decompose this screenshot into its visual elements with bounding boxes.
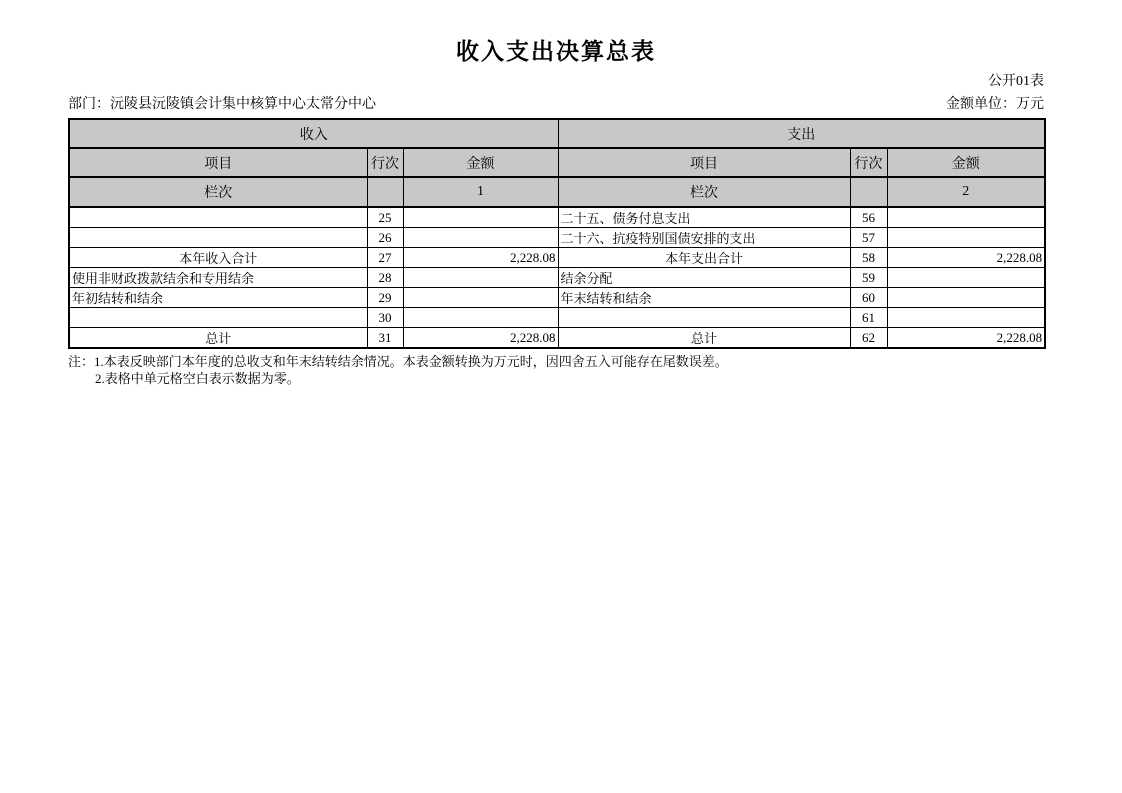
income-amount-cell <box>403 288 558 308</box>
summary-table <box>68 118 1046 349</box>
expense-line-cell: 59 <box>850 268 887 288</box>
income-index-label: 栏次 <box>69 177 367 207</box>
expense-line-cell: 61 <box>850 308 887 328</box>
income-section-header: 收入 <box>69 119 558 148</box>
table-row <box>69 328 1045 349</box>
table-row <box>69 288 1045 308</box>
income-line-cell: 28 <box>367 268 403 288</box>
meta-line <box>68 96 1044 114</box>
table-row <box>69 268 1045 288</box>
income-amount-cell: 2,228.08 <box>403 328 558 349</box>
footnotes <box>68 353 1044 387</box>
table-row <box>69 228 1045 248</box>
expense-item-cell: 本年支出合计 <box>558 248 850 268</box>
table-row <box>69 308 1045 328</box>
income-amount-index: 1 <box>403 177 558 207</box>
expense-item-cell: 二十六、抗疫特别国债安排的支出 <box>558 228 850 248</box>
expense-line-index <box>850 177 887 207</box>
expense-amount-cell <box>887 288 1045 308</box>
income-item-cell: 年初结转和结余 <box>69 288 367 308</box>
expense-amount-index: 2 <box>887 177 1045 207</box>
income-line-cell: 27 <box>367 248 403 268</box>
income-amount-header: 金额 <box>403 148 558 177</box>
expense-amount-cell <box>887 308 1045 328</box>
income-line-cell: 31 <box>367 328 403 349</box>
unit-label: 金额单位：万元 <box>946 97 1044 112</box>
section-header-row <box>69 119 1045 148</box>
expense-amount-cell <box>887 268 1045 288</box>
income-amount-cell <box>403 228 558 248</box>
expense-line-header: 行次 <box>850 148 887 177</box>
income-amount-cell <box>403 308 558 328</box>
report-sheet <box>68 38 1044 387</box>
expense-item-header: 项目 <box>558 148 850 177</box>
income-line-cell: 29 <box>367 288 403 308</box>
expense-amount-cell <box>887 207 1045 228</box>
expense-line-cell: 58 <box>850 248 887 268</box>
income-line-cell: 25 <box>367 207 403 228</box>
column-index-row <box>69 177 1045 207</box>
expense-item-cell <box>558 308 850 328</box>
expense-index-label: 栏次 <box>558 177 850 207</box>
income-line-cell: 26 <box>367 228 403 248</box>
expense-amount-cell <box>887 228 1045 248</box>
table-code: 公开01表 <box>988 74 1044 89</box>
income-item-header: 项目 <box>69 148 367 177</box>
table-row <box>69 207 1045 228</box>
expense-line-cell: 56 <box>850 207 887 228</box>
income-item-cell: 总计 <box>69 328 367 349</box>
expense-line-cell: 57 <box>850 228 887 248</box>
income-line-cell: 30 <box>367 308 403 328</box>
income-item-cell: 使用非财政拨款结余和专用结余 <box>69 268 367 288</box>
page-title: 收入支出决算总表 <box>456 39 656 64</box>
income-item-cell <box>69 207 367 228</box>
expense-item-cell: 结余分配 <box>558 268 850 288</box>
footnote-1: 注：1.本表反映部门本年度的总收支和年末结转结余情况。本表金额转换为万元时，因四舍五入可能存在尾数误差。 <box>68 354 728 369</box>
expense-item-cell: 年末结转和结余 <box>558 288 850 308</box>
income-item-cell <box>69 228 367 248</box>
column-header-row <box>69 148 1045 177</box>
expense-amount-cell: 2,228.08 <box>887 248 1045 268</box>
income-item-cell: 本年收入合计 <box>69 248 367 268</box>
expense-item-cell: 二十五、债务付息支出 <box>558 207 850 228</box>
footnote-2: 2.表格中单元格空白表示数据为零。 <box>95 371 300 386</box>
income-amount-cell <box>403 268 558 288</box>
income-item-cell <box>69 308 367 328</box>
income-line-header: 行次 <box>367 148 403 177</box>
income-amount-cell <box>403 207 558 228</box>
expense-amount-cell: 2,228.08 <box>887 328 1045 349</box>
department-label: 部门：沅陵县沅陵镇会计集中核算中心太常分中心 <box>68 97 376 112</box>
expense-line-cell: 62 <box>850 328 887 349</box>
expense-amount-header: 金额 <box>887 148 1045 177</box>
expense-line-cell: 60 <box>850 288 887 308</box>
expenditure-section-header: 支出 <box>558 119 1045 148</box>
income-line-index <box>367 177 403 207</box>
table-row <box>69 248 1045 268</box>
income-amount-cell: 2,228.08 <box>403 248 558 268</box>
expense-item-cell: 总计 <box>558 328 850 349</box>
